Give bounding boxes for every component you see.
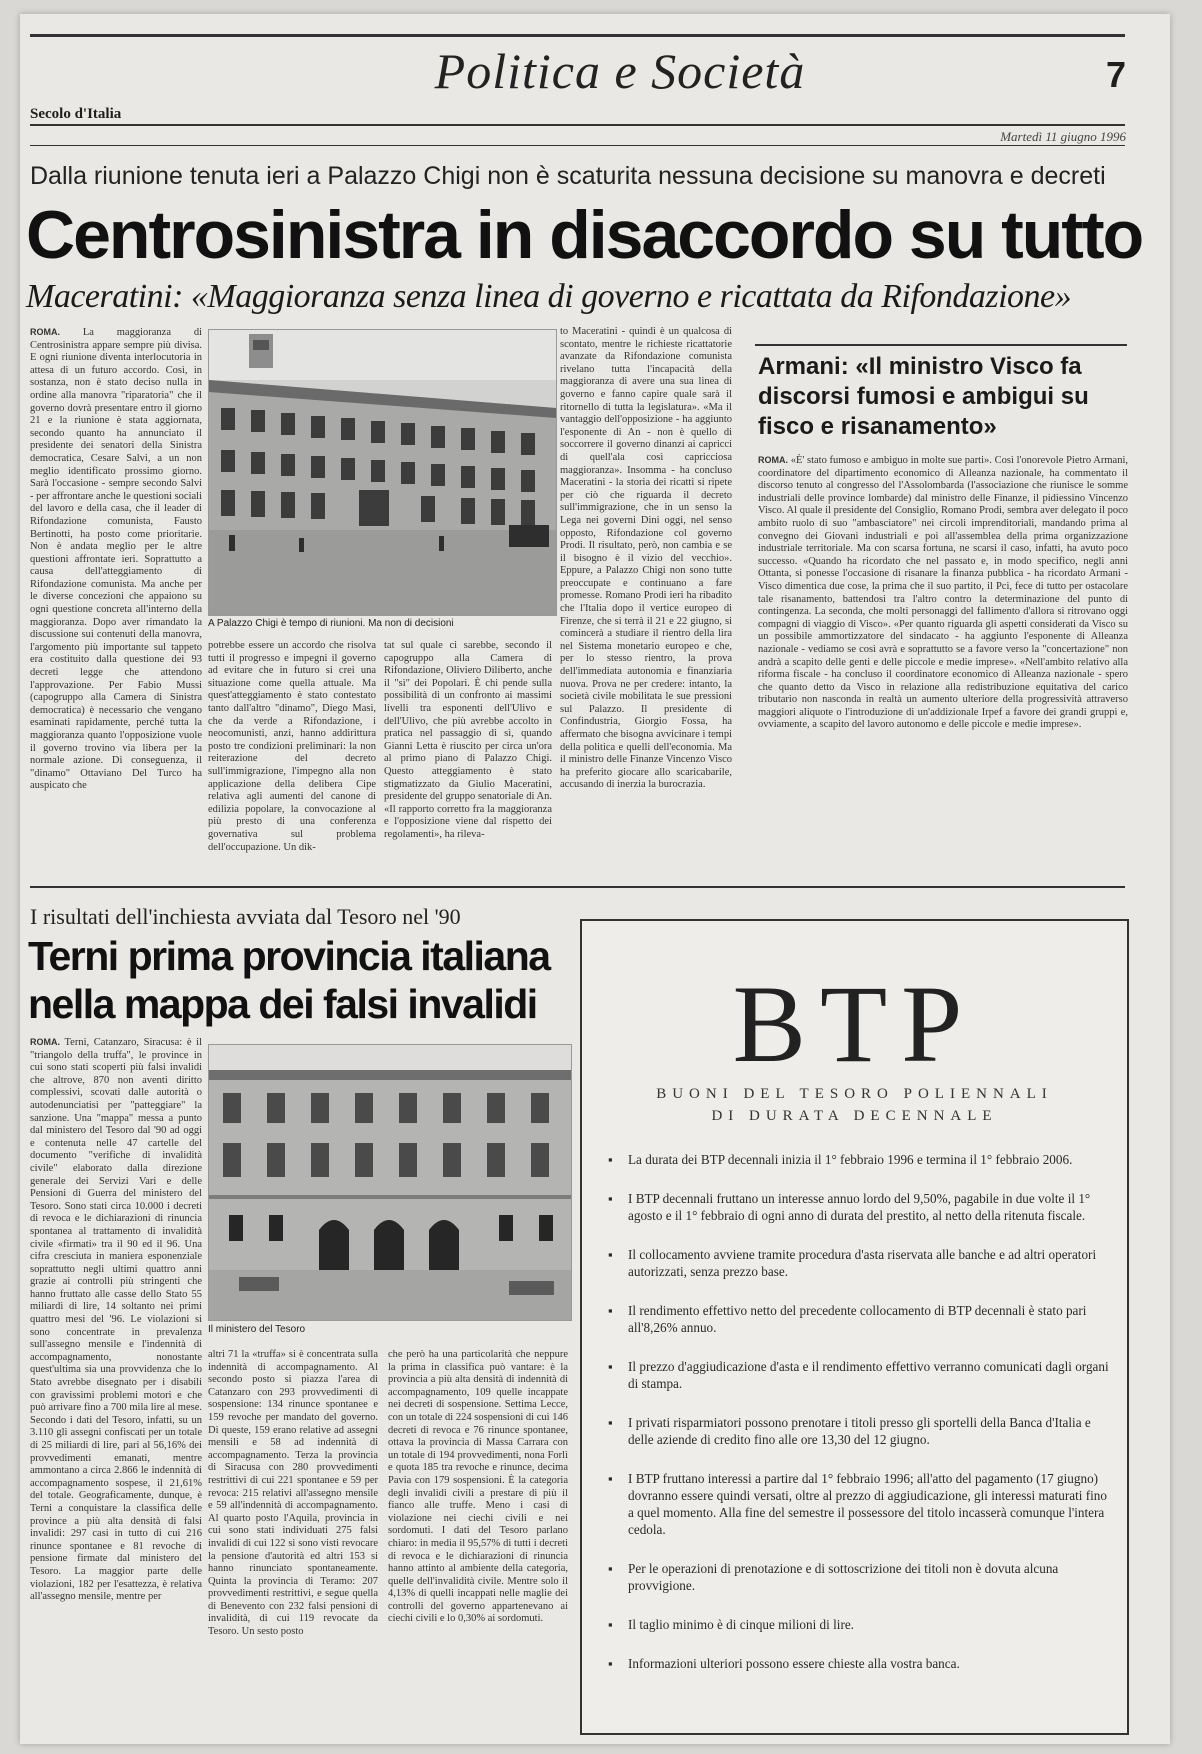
article1-column-1-text: La maggioranza di Centrosinistra appare sempre più divisa. E ogni riunione diventa interlocutoria in attesa di un futuro accordo. Così, in sostanza, non è stato deciso nulla in ordine alla manovra "riparatoria" che il governo dovrà presentare entro il giorno 21 e la riunione è stata aggiornata, secondo quanto ha annunciato il presidente dei senatori della Sinistra democratica, Cesare Salvi, a un non meglio identificato prossimo giorno. Sarà l'occasione - sempre secondo Salvi - per affrontare anche le questioni sociali del lavoro e della casa, che il leader di Rifondazione comunista, Fausto Bertinotti, ha posto come prioritarie. Non è andata meglio per le altre questioni affrontate ieri. Soprattutto a causa dell'atteggiamento di Rifondazione comunista. Ma anche per le diverse concezioni che appaiono su ogni questione concreta all'interno della maggioranza. Dopo aver rimandato la discussione sui contenuti della manovra, l'argomento più importante sul tappeto era costituito dalla questione dei 93 decreti legge che attendono l'approvazione. Per Fabio Mussi (capogruppo alla Camera di Sinistra democratica) è necessario che vengano esaminati rapidamente, perché tutta la maggioranza quanto l'opposizione vuole il governo trovino via libera per la normale azione. Di conseguenza, il "dinamo" Ottaviano Del Turco ha auspicato che [30, 327, 202, 792]
btp-bullet: ▪ I privati risparmiatori possono prenotare i titoli presso gli sportelli della Banca d'Italia e delle aziende di credito fino alle ore 13,30 del 12 giugno. [604, 1414, 1109, 1448]
btp-bullet: ▪ Il prezzo d'aggiudicazione d'asta e il rendimento effettivo verranno comunicati dagli organi di stampa. [604, 1358, 1109, 1392]
article1-kicker: Dalla riunione tenuta ieri a Palazzo Chigi non è scaturita nessuna decisione su manovra e decreti [30, 162, 1106, 190]
date-rule [30, 145, 1125, 146]
btp-bullet: ▪ I BTP decennali fruttano un interesse annuo lordo del 9,50%, pagabile in due volte il 1° agosto e il 1° febbraio di ogni anno di durata del prestito, al netto della ritenuta fiscale. [604, 1190, 1109, 1224]
top-rule [30, 34, 1125, 37]
tesoro-caption: Il ministero del Tesoro [208, 1324, 306, 1335]
newspaper-page [20, 14, 1170, 1744]
article1-column-2: potrebbe essere un accordo che risolva tutti il progresso e impegni il governo ad evitare che in futuro si crei una situazione come quella attuale. Ma quest'atteggiamento è stato contestato tanto dall'altro "dinamo", Diego Masi, che da verde a Rifondazione, i neocomunisti, anzi, hanno addirittura posto tre condizioni preliminari: la non reiterazione del decreto sull'immigrazione, l'impegno alla non applicazione della delibera Cipe relativa agli aumenti del canone di edilizia popolare, la convocazione al più presto di una conferenza governativa sul problema dell'occupazione. Un dik- [208, 640, 376, 853]
tesoro-ministry-illustration [209, 1045, 571, 1320]
armani-headline: Armani: «Il ministro Visco fa discorsi fumosi e ambigui su fisco e risanamento» [758, 353, 1089, 440]
article1-headline: Centrosinistra in disaccordo su tutto [26, 197, 1143, 273]
article1-column-3: tat sul quale ci sarebbe, secondo il capogruppo alla Camera di Rifondazione, Oliviero Diliberto, anche il "sì" dei Popolari. È chi pende sulla possibilità di un confronto ai massimi livelli tra esponenti dell'Ulivo e dell'Ulivo, che più avrebbe accolto in pratica nel passaggio di sì, quando Gianni Letta è riuscito per circa un'ora al primo piano di Palazzo Chigi. Questo atteggiamento è stato stigmatizzato da Giulio Maceratini, presidente del gruppo senatoriale di An. «Il rapporto corretto fra la maggioranza e l'opposizione viene dal rispetto dei regolamenti», ha rileva- [384, 640, 552, 840]
btp-bullet: ▪ Il rendimento effettivo netto del precedente collocamento di BTP decennali è stato pari all'8,26% annuo. [604, 1302, 1109, 1336]
btp-bullet: ▪ Per le operazioni di prenotazione e di sottoscrizione dei titoli non è dovuta alcuna provvigione. [604, 1560, 1109, 1594]
masthead-rule [30, 124, 1125, 126]
btp-bullet: ▪ La durata dei BTP decennali inizia il 1° febbraio 1996 e termina il 1° febbraio 2006. [604, 1151, 1109, 1168]
newspaper-name: Secolo d'Italia [30, 106, 122, 122]
btp-bullet: ▪ Il collocamento avviene tramite procedura d'asta riservata alle banche e ad altri operatori autorizzati, senza prezzo base. [604, 1246, 1109, 1280]
btp-bullet-list [604, 1151, 1109, 1694]
armani-body [758, 454, 1128, 866]
palazzo-chigi-photo [208, 329, 557, 616]
btp-subtitle-line2: DI DURATA DECENNALE [711, 1108, 998, 1124]
btp-bullet: ▪ Informazioni ulteriori possono essere chieste alla vostra banca. [604, 1655, 1109, 1672]
article3-column-2: altri 71 la «truffa» si è concentrata sulla indennità di accompagnamento. Al secondo posto si piazza l'area di Catanzaro con 293 provvedimenti di sospensione: 134 rinunce spontanee e 159 revoche per mandato del governo. Di queste, 159 erano relative ad assegni mensili e 58 ad indennità di accompagnamento. Terza la provincia di Siracusa con 280 provvedimenti restrittivi di cui 221 spontanee e 59 per revoca: 215 relativi all'assegno mensile e 59 all'indennità di accompagnamento. Al quarto posto l'Aquila, provincia in cui sono stati individuati 275 falsi invalidi di cui 122 si sono visti revocare la pensione d'autorità ed altri 153 si hanno rinunciato spontaneamente. Quinta la provincia di Teramo: 207 provvedimenti restrittivi, e segue quella di Benevento con 232 falsi pensioni di invalidità, di cui 119 revocate da Tesoro. Un sesto posto [208, 1349, 378, 1638]
section-divider [30, 886, 1125, 888]
article3-headline: Terni prima provincia italiana nella mappa dei falsi invalidi [28, 933, 550, 1027]
armani-top-rule [755, 344, 1127, 346]
palazzo-chigi-caption: A Palazzo Chigi è tempo di riunioni. Ma non di decisioni [208, 618, 454, 629]
btp-subtitle-line1: BUONI DEL TESORO POLIENNALI [656, 1086, 1053, 1102]
btp-bullet: ▪ I BTP fruttano interessi a partire dal 1° febbraio 1996; all'atto del pagamento (17 giugno) dovranno essere quindi versati, oltre al prezzo di aggiudicazione, gli interessi maturati fino a quel momento. Alla fine del semestre il possessore del titolo incasserà comunque l'intera cedola. [604, 1470, 1109, 1538]
btp-bullet: ▪ Il taglio minimo è di cinque milioni di lire. [604, 1616, 1109, 1633]
page-number: 7 [1105, 54, 1126, 95]
article1-column-1 [30, 326, 202, 866]
section-title: Politica e Società [434, 43, 806, 99]
article3-column-1 [30, 1036, 202, 1731]
article3-dateline: ROMA. [30, 1037, 60, 1047]
article1-dateline: ROMA. [30, 327, 60, 337]
tesoro-ministry-photo [208, 1044, 572, 1321]
article1-subhead: Maceratini: «Maggioranza senza linea di governo e ricattata da Rifondazione» [26, 278, 1072, 315]
palazzo-chigi-illustration [209, 330, 556, 615]
article3-column-1-text: Terni, Catanzaro, Siracusa: è il "triangolo della truffa", le province in cui sono stati scoperti più falsi invalidi che altrove, 870 non aventi diritto complessivi, scovati dalle autorità o autodenunciatisi per "patteggiare" la sanzione. Una "mappa" messa a punto dal ministero del Tesoro dal '90 ad oggi e contenuta nelle 47 cartelle del documento "verifiche di invalidità civile" elaborato dalla direzione generale dei Servizi Vari e delle Pensioni di Guerra del ministero del Tesoro. Sono stati circa 10.000 i decreti di revoca e le dichiarazioni di rinuncia spontanea al trattamento di invalidità civile «firmati» tra il 90 ed il 96. Una cifra cresciuta in maniera esponenziale soprattutto negli ultimi quattro anni grazie ai controlli più stringenti che hanno fruttato alle casse dello Stato 55 miliardi di lire, 14 soltanto nei primi quattro mesi del '96. Le violazioni si sono concentrate in prevalenza sull'assegno mensile e l'indennità di accompagnamento, nonostante quest'ultima sia una provvidenza che lo Stato avrebbe disegnato per i disabili con gravissimi problemi motori e che può arrivare fino a 700 mila lire al mese. Secondo i dati del Tesoro, infatti, su un 3.110 gli assegni confiscati per un totale di 25 miliardi di lire, pari al 56,16% dei provvedimenti emanati, mentre ammontano a circa 2.866 le indennità di accompagnamento sospese, il 21,61% del totale. Geograficamente, dunque, è Terni a conquistare la classifica delle province a più alta densità di falsi invalidi: 297 casi in tutto di cui 216 rinunce spontanee e 81 revoche di pensione firmate dal ministero del Tesoro. La maggior parte delle violazioni, 182 per l'esattezza, è relativa all'assegno mensile, mentre per [30, 1037, 202, 1603]
btp-title: BTP [732, 963, 977, 1085]
btp-advertisement [580, 919, 1129, 1735]
article3-column-3: che però ha una particolarità che neppure la prima in classifica può vantare: è la provincia a più alta densità di indennità di accompagnamento, 109 quelle incappate nei decreti di sospensione. Settima Lecce, con un totale di 224 sospensioni di cui 146 decreti di revoca e 76 rinunce spontanee, ottava la provincia di Massa Carrara con un totale di 194 provvedimenti, nona Forlì e quota 185 tra revoche e rinunce, decima Pavia con 179 sospensioni. È la categoria degli invalidi civili a prestare di più il fianco alle truffe. Meno i casi di violazione nei ciechi civili e nei sordomuti. I dati del Tesoro parlano chiaro: in media il 95,57% di tutti i decreti di revoca e le dichiarazioni di rinuncia hanno attinto al ambiente della categoria, quelle dell'invalidità civile. Mentre solo il 4,13% di quelli incappati nelle maglie dei controlli del governo appartenevano ai ciechi civili e lo 0,30% ai sordomuti. [388, 1349, 568, 1625]
issue-date: Martedì 11 giugno 1996 [1000, 129, 1126, 144]
armani-body-text: «È' stato fumoso e ambiguo in molte sue parti». Così l'onorevole Pietro Armani, coordinatore del dipartimento economico di Alleanza nazionale, ha commentato il discorso tenuto al congresso del l'Assolombarda (l'associazione che riunisce le somme industriali delle province lombarde) dal ministro delle Finanze, il pidiessino Vincenzo Visco. Al quale il presidente del Consiglio, Romano Prodi, sembra aver delegato il poco ambito ruolo di suo "ambasciatore" nei circoli imprenditoriali, mandando prima al convegno dei Giovani industriali e poi all'assemblea della prima organizzazione industriale territoriale. Ma con scarsa fortuna, ne scarsi il caso, infatti, ha avuto poco successo. «Quando ha ricordato che nel passato e, in modo specifico, negli anni Ottanta, si ponesse l'occasione di risanare la finanza pubblica - ha ricordato Armani - Visco dimentica due cose, la prima che il suo partito, il Pci, fece di tutto per ostacolare tale risanamento, battendosi tra l'altro contro la determinazione del punto di contingenza. La seconda, che molti personaggi del fallimento d'allora si ritrovano oggi compagni di viaggio di Visco». «Per quanto riguarda gli aspetti considerati da Visco su un possibile ammortizzatore del sindacato - ha aggiunto l'esponente di Alleanza nazionale - vediamo se così avrà e soprattutto se a favore verso la "concertazione" non andrà a scapito delle genti e delle piccole e medie imprese». «Nell'ambito relativo alla riforma fiscale - ha concluso il coordinatore economico di Alleanza nazionale - spero che quanto detto da Visco in relazione alla redistribuzione equitativa del carico tributario non nasconda in realtà un aumento ulteriore della progressività attraverso maggiori aliquote o l'introduzione di un'addizionale Irpef a favore dei grandi gruppi e, ovviamente, a scapito del lavoro autonomo e delle piccole e medie imprese». [758, 455, 1128, 731]
armani-dateline: ROMA. [758, 455, 788, 465]
article3-kicker: I risultati dell'inchiesta avviata dal Tesoro nel '90 [30, 904, 461, 929]
article1-column-4: to Maceratini - quindi è un qualcosa di scontato, mentre le richieste ricattatorie avanzate da Rifondazione comunista rivelano tutta l'incapacità della maggioranza di avere una sua linea di governo e fanno capire quale sarà il ritornello di tutta la legislatura». «Ma il vantaggio dell'opposizione - ha aggiunto l'esponente di An - non è quello di soccorrere il governo dinanzi ai capricci di quell'ala così capricciosa maggioranza». Insomma - ha concluso Maceratini - la storia dei ricatti si ripete per ciò che riguarda il decreto sull'immigrazione, che in un senso la Lega nei governi Dini oggi, nel senso opposto, Rifondazione col governo Prodi. Il risultato, però, non cambia e se il bisogno è il vizio del vecchio». Eppure, a Palazzo Chigi non sono tutte preoccupate e continuano a fare promesse. Romano Prodi ieri ha ribadito che l'Italia dopo il vertice europeo di Firenze, che si terrà il 21 e 22 giugno, si comincerà a studiare il rientro della lira nel Sistema monetario europeo e che, per lo stesso rientro, la prova dell'immediata autonomia e finanziaria nuova. Prova ne per credere: intanto, la società civile mobilitata le sue pressioni sul Palazzo. Il presidente di Confindustria, Giorgio Fossa, ha affermato che bisogna avvicinare i tempi della politica e quelli dell'economia. Ma il ministro delle Finanze Vincenzo Visco ha preferito giocare allo scaricabarile, accusando di inerzia la burocrazia. [560, 326, 732, 791]
